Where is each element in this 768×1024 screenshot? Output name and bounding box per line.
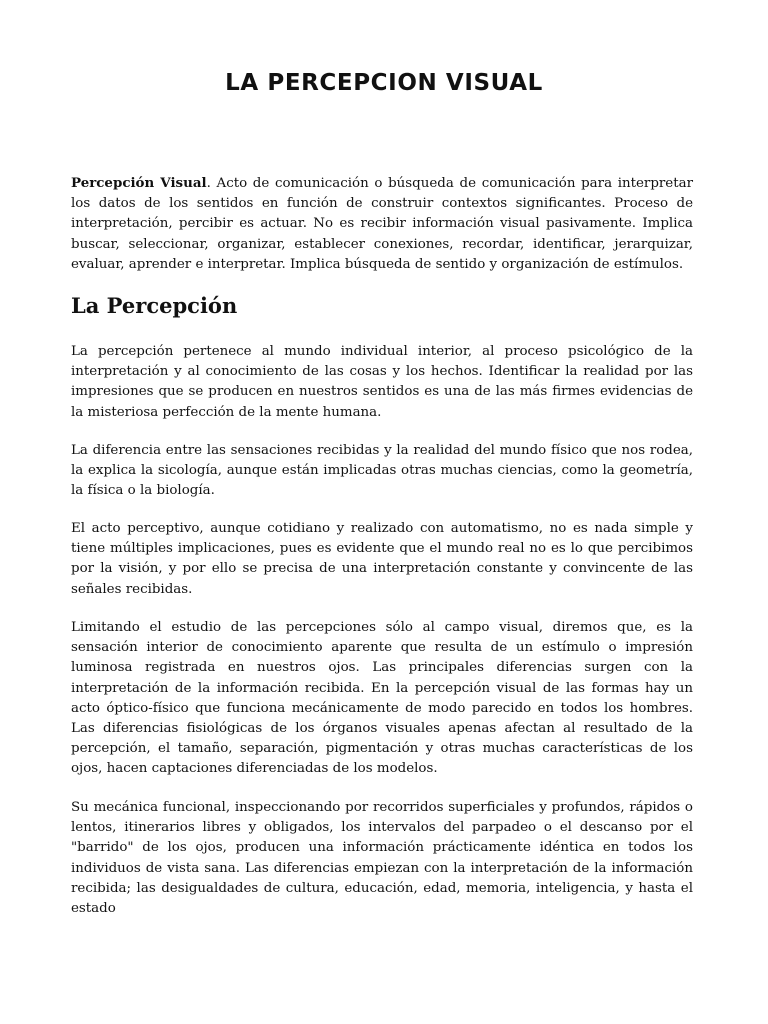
paragraph: El acto perceptivo, aunque cotidiano y realizado con automatismo, no es nada simple y tiene múltiples implicaciones, pues es evidente que el mundo real no es lo que percibimos por la visión, y por ello se precisa de una interpretación constante y convincente de las señales recibidas. xyxy=(71,521,693,597)
intro-paragraph xyxy=(71,173,693,275)
document-title: LA PERCEPCION VISUAL xyxy=(225,70,543,96)
section-heading: La Percepción xyxy=(71,293,238,318)
paragraph: Limitando el estudio de las percepciones sólo al campo visual, diremos que, es la sensación interior de conocimiento aparente que resulta de un estímulo o impresión luminosa registrada en nuestros ojos. Las principales diferencias surgen con la interpretación de la información recibida. En la percepción visual de las formas hay un acto óptico-físico que funciona mecánicamente de modo parecido en todos los hombres. Las diferencias fisiológicas de los órganos visuales apenas afectan al resultado de la percepción, el tamaño, separación, pigmentación y otras muchas características de los ojos, hacen captaciones diferenciadas de los modelos. xyxy=(71,620,693,777)
paragraph: La diferencia entre las sensaciones recibidas y la realidad del mundo físico que nos rodea, la explica la sicología, aunque están implicadas otras muchas ciencias, como la geometría, la física o la biología. xyxy=(71,443,693,499)
paragraph: Su mecánica funcional, inspeccionando por recorridos superficiales y profundos, rápidos o lentos, itinerarios libres y obligados, los intervalos del parpadeo o el descanso por el "barrido" de los ojos, producen una información prácticamente idéntica en todos los individuos de vista sana. Las diferencias empiezan con la interpretación de la información recibida; las desigualdades de cultura, educación, edad, memoria, inteligencia, y hasta el estado xyxy=(71,800,693,917)
intro-term: Percepción Visual xyxy=(71,175,207,191)
intro-text: . Acto de comunicación o búsqueda de comunicación para interpretar los datos de los sentidos en función de construir contextos significantes. Proceso de interpretación, percibir es actuar. No es recibir información visual pasivamente. Implica buscar, seleccionar, organizar, establecer conexiones, recordar, identificar, jerarquizar, evaluar, aprender e interpretar. Implica búsqueda de sentido y organización de estímulos. xyxy=(71,176,693,272)
paragraph: La percepción pertenece al mundo individual interior, al proceso psicológico de la interpretación y al conocimiento de las cosas y los hechos. Identificar la realidad por las impresiones que se producen en nuestros sentidos es una de las más firmes evidencias de la misteriosa perfección de la mente humana. xyxy=(71,344,693,420)
